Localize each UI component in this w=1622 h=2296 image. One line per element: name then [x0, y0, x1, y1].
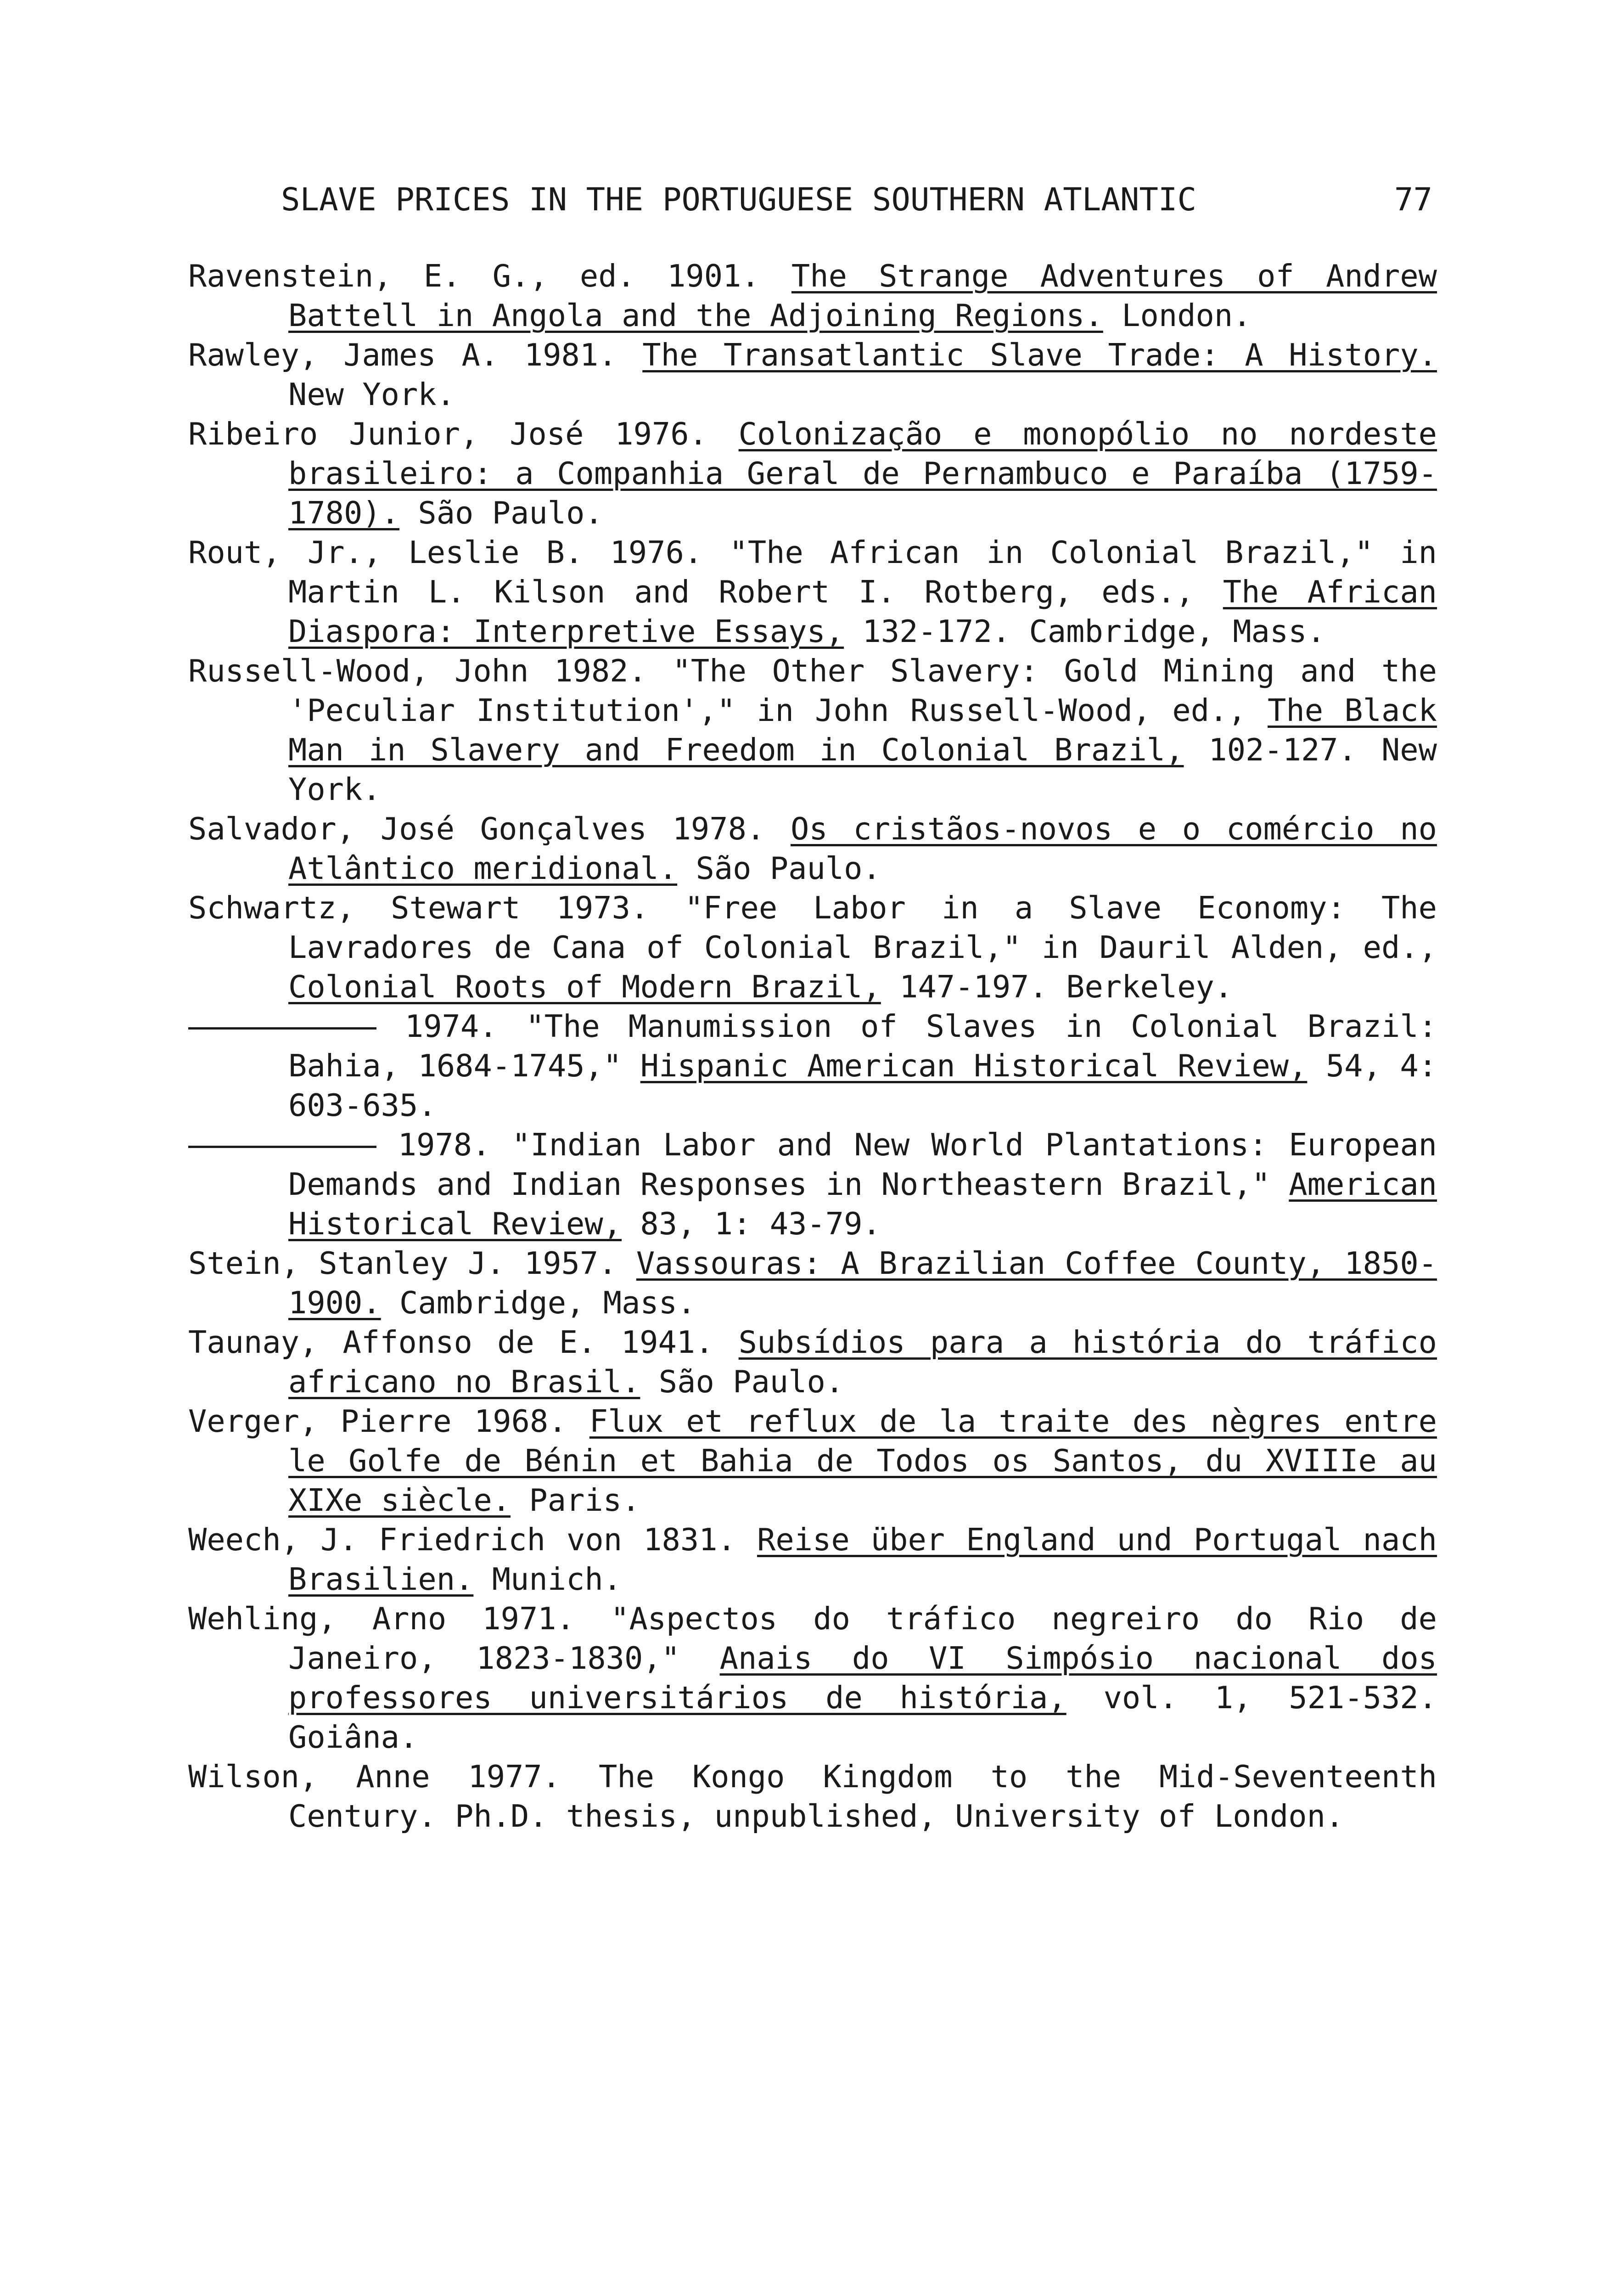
reference-article: "Indian Labor and New World Plantations: European Demands and Indian Responses in Northeastern Brazil," — [288, 1127, 1437, 1202]
reference-year: 1831. — [643, 1522, 736, 1558]
reference-year: 1901. — [667, 258, 760, 294]
reference-author: Russell-Wood, John — [188, 653, 529, 689]
reference-title: Flux et reflux de la traite des nègres entre le Golfe de Bénin et Bahia de Todos os Santos, du XVIIIe au XIXe siècle. — [288, 1403, 1437, 1518]
reference-author: Salvador, José Gonçalves — [188, 811, 647, 847]
reference-author: Ravenstein, E. G., ed. — [188, 258, 635, 294]
reference-title: The Black Man in Slavery and Freedom in Colonial Brazil, — [288, 692, 1437, 768]
reference-entry — [188, 1599, 1437, 1757]
reference-year: 1957. — [524, 1245, 617, 1281]
reference-entry — [188, 1757, 1437, 1836]
reference-author: Rawley, James A. — [188, 337, 499, 373]
reference-article: "The African in Colonial Brazil," in Martin L. Kilson and Robert I. Rotberg, eds., — [288, 535, 1437, 610]
reference-year: 1976. — [610, 535, 703, 570]
reference-year: 1978. — [398, 1127, 491, 1163]
reference-entry — [188, 1401, 1437, 1520]
reference-title: Subsídios para a história do tráfico africano no Brasil. — [288, 1324, 1437, 1400]
reference-entry — [188, 1322, 1437, 1401]
reference-title: Reise über England und Portugal nach Brasilien. — [288, 1522, 1437, 1597]
reference-article: "Free Labor in a Slave Economy: The Lavradores de Cana of Colonial Brazil," in Dauril Alden, ed., — [288, 890, 1437, 965]
reference-title: Anais do VI Simpósio nacional dos professores universitários de história, — [288, 1640, 1437, 1716]
reference-year: 1973. — [556, 890, 649, 926]
reference-author: Schwartz, Stewart — [188, 890, 521, 926]
reference-imprint: 102-127. New York. — [288, 732, 1437, 807]
reference-entry — [188, 335, 1437, 414]
reference-year: 1971. — [482, 1601, 575, 1637]
reference-imprint: Ph.D. thesis, unpublished, University of London. — [455, 1798, 1344, 1834]
same-author-rule — [188, 1027, 376, 1030]
reference-entry — [188, 1244, 1437, 1322]
reference-author: Wilson, Anne — [188, 1759, 430, 1795]
reference-imprint: 147-197. Berkeley. — [899, 969, 1233, 1005]
same-author-rule — [188, 1146, 376, 1148]
reference-title: The African Diaspora: Interpretive Essays, — [288, 574, 1437, 649]
reference-entry — [188, 809, 1437, 888]
reference-year: 1981. — [524, 337, 617, 373]
reference-title: Os cristãos-novos e o comércio no Atlântico meridional. — [288, 811, 1437, 886]
reference-title: Colonização e monopólio no nordeste brasileiro: a Companhia Geral de Pernambuco e Paraíba (1759-1780). — [288, 416, 1437, 531]
reference-title: Colonial Roots of Modern Brazil, — [288, 969, 881, 1005]
reference-imprint: Munich. — [492, 1561, 622, 1597]
reference-imprint: London. — [1122, 298, 1252, 333]
reference-year: 1968. — [474, 1403, 567, 1439]
reference-title: Hispanic American Historical Review, — [640, 1048, 1308, 1084]
reference-article: The Kongo Kingdom to the Mid-Seventeenth Century. — [288, 1759, 1437, 1834]
reference-imprint: vol. 1, 521-532. Goiâna. — [288, 1680, 1437, 1755]
running-head-title: SLAVE PRICES IN THE PORTUGUESE SOUTHERN ATLANTIC — [281, 181, 1196, 218]
reference-year: 1941. — [621, 1324, 714, 1360]
page-number: 77 — [1394, 181, 1432, 218]
reference-year: 1982. — [554, 653, 647, 689]
reference-author: Stein, Stanley J. — [188, 1245, 505, 1281]
reference-author: Verger, Pierre — [188, 1403, 452, 1439]
reference-author: Wehling, Arno — [188, 1601, 447, 1637]
reference-title: American Historical Review, — [288, 1166, 1437, 1242]
reference-imprint: São Paulo. — [418, 495, 603, 531]
reference-author: Taunay, Affonso de E. — [188, 1324, 596, 1360]
reference-entry — [188, 256, 1437, 335]
reference-imprint: 132-172. Cambridge, Mass. — [862, 613, 1325, 649]
reference-article: "The Manumission of Slaves in Colonial Brazil: Bahia, 1684-1745," — [288, 1008, 1437, 1084]
reference-imprint: 54, 4: 603-635. — [288, 1048, 1437, 1123]
reference-entry — [188, 414, 1437, 533]
reference-article: "The Other Slavery: Gold Mining and the 'Peculiar Institution'," in John Russell-Wood, ed., — [288, 653, 1437, 728]
reference-title: The Transatlantic Slave Trade: A History. — [642, 337, 1437, 373]
reference-entry — [188, 533, 1437, 651]
reference-imprint: New York. — [288, 377, 455, 412]
reference-author: Ribeiro Junior, José — [188, 416, 584, 452]
reference-entry — [188, 1520, 1437, 1599]
reference-imprint: São Paulo. — [658, 1364, 844, 1400]
reference-list — [188, 256, 1437, 1836]
reference-entry — [188, 888, 1437, 1007]
reference-title: The Strange Adventures of Andrew Battell in Angola and the Adjoining Regions. — [288, 258, 1437, 333]
reference-imprint: 83, 1: 43-79. — [640, 1206, 881, 1242]
reference-article: "Aspectos do tráfico negreiro do Rio de Janeiro, 1823-1830," — [288, 1601, 1437, 1676]
reference-entry — [188, 1007, 1437, 1125]
reference-year: 1974. — [404, 1008, 498, 1044]
reference-year: 1978. — [672, 811, 765, 847]
reference-author: Weech, J. Friedrich von — [188, 1522, 623, 1558]
reference-year: 1977. — [468, 1759, 561, 1795]
reference-title: Vassouras: A Brazilian Coffee County, 1850-1900. — [288, 1245, 1437, 1321]
reference-entry — [188, 1125, 1437, 1244]
reference-imprint: São Paulo. — [696, 850, 881, 886]
reference-author: Rout, Jr., Leslie B. — [188, 535, 584, 570]
reference-imprint: Cambridge, Mass. — [399, 1285, 696, 1321]
reference-year: 1976. — [615, 416, 707, 452]
reference-imprint: Paris. — [529, 1482, 640, 1518]
running-head — [281, 180, 1432, 219]
reference-entry — [188, 651, 1437, 809]
